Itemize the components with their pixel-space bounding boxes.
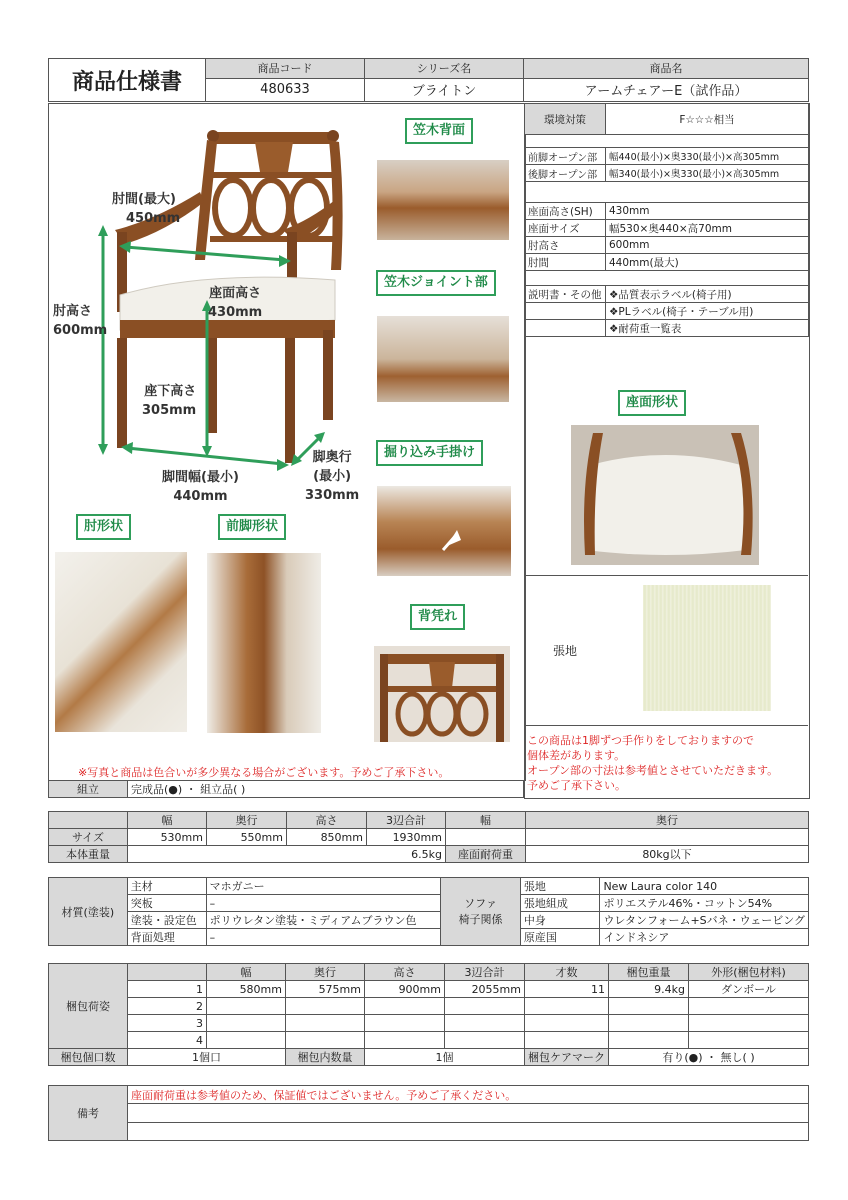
code-label: 商品コード (206, 59, 365, 79)
sofa-row-label: 原産国 (520, 929, 600, 946)
pack-cell (286, 1015, 365, 1032)
assembly-table (48, 780, 524, 798)
pack-cell (525, 1032, 609, 1049)
pack-cell (445, 998, 525, 1015)
sofa-row-label: 張地組成 (520, 895, 600, 912)
arm-height-label: 肘高さ (53, 304, 93, 319)
spec-table (524, 103, 809, 337)
pack-cell (609, 998, 689, 1015)
pack-cell (609, 1015, 689, 1032)
note-line: 個体差があります。 (527, 749, 626, 762)
pack-header: 奥行 (286, 964, 365, 981)
arm-h-label: 肘高さ (525, 237, 606, 254)
seat-size-value: 幅530×奥440×高70mm (606, 220, 809, 237)
weight-label: 本体重量 (49, 846, 128, 863)
spacer-row (525, 135, 809, 148)
empty-cell (446, 829, 526, 846)
photo-seat-shape (571, 425, 759, 565)
pack-cell (609, 1032, 689, 1049)
pack-cell (445, 1032, 525, 1049)
table-row (49, 981, 809, 998)
fabric-swatch (643, 585, 771, 711)
sofa-row-label: 中身 (520, 912, 600, 929)
pack-header: 梱包重量 (609, 964, 689, 981)
series-label: シリーズ名 (365, 59, 524, 79)
mat-row-value: マホガニー (206, 878, 441, 895)
mat-row-label: 背面処理 (127, 929, 206, 946)
pack-header: 3辺合計 (445, 964, 525, 981)
pack-row-no: 1 (128, 981, 207, 998)
arm-w-label: 肘間 (525, 254, 606, 271)
divider (524, 575, 808, 576)
remarks-text: 座面耐荷重は参考値のため、保証値ではございません。予めご了承ください。 (128, 1086, 809, 1104)
mat-row-value: – (206, 929, 441, 946)
label-handle: 掘り込み手掛け (376, 440, 483, 466)
size-depth: 550mm (207, 829, 287, 846)
size-table (48, 811, 809, 863)
label-back-top: 笠木背面 (405, 118, 473, 144)
pack-cell (207, 998, 286, 1015)
pack-cell: 2055mm (445, 981, 525, 998)
name-value: アームチェアーE（試作品） (524, 78, 809, 101)
care-label: 梱包ケアマーク (525, 1049, 609, 1066)
leg-width-label: 脚間幅(最小) (162, 470, 239, 485)
manual-label: 説明書・その他 (525, 286, 606, 303)
seat-height-value: 430mm (208, 305, 263, 320)
size-height: 850mm (287, 829, 367, 846)
label-backrest: 背凭れ (410, 604, 465, 630)
leg-depth-label2: (最小) (313, 469, 352, 484)
sh-value: 430mm (606, 203, 809, 220)
arrow-icon (377, 486, 511, 576)
empty-cell (49, 812, 128, 829)
packing-table (48, 963, 809, 1066)
under-seat-caption (142, 382, 196, 420)
pack-header: 才数 (525, 964, 609, 981)
weight-value: 6.5kg (128, 846, 446, 863)
mat-row-value: ポリウレタン塗装・ミディアムブラウン色 (206, 912, 441, 929)
sofa-row-value: New Laura color 140 (600, 878, 809, 895)
arm-width-label: 肘間(最大) (112, 192, 176, 207)
arm-w-value: 440mm(最大) (606, 254, 809, 271)
manual-item-2: ❖PLラベル(椅子・テーブル用) (606, 303, 809, 320)
pack-cell: 580mm (207, 981, 286, 998)
care-value: 有り(●) ・ 無し( ) (609, 1049, 809, 1066)
label-seat-shape: 座面形状 (618, 390, 686, 416)
pack-cell (689, 998, 809, 1015)
table-row (49, 1015, 809, 1032)
seat-height-label: 座面高さ (209, 286, 262, 301)
manual-item-1: ❖品質表示ラベル(椅子用) (606, 286, 809, 303)
backrest-drawing (374, 646, 510, 742)
sofa-row-value: ポリエステル46%・コットン54% (600, 895, 809, 912)
size-header-depth: 奥行 (207, 812, 287, 829)
pack-cell (689, 1032, 809, 1049)
seat-drawing (571, 425, 759, 565)
series-value: ブライトン (365, 78, 524, 101)
remarks-empty (128, 1122, 809, 1140)
name-label: 商品名 (524, 59, 809, 79)
front-open-value: 幅440(最小)×奥330(最小)×高305mm (606, 148, 809, 165)
code-value: 480633 (206, 78, 365, 101)
size-total: 1930mm (367, 829, 446, 846)
pack-cell (525, 1015, 609, 1032)
photo-arm (55, 552, 187, 732)
count-value: 1個口 (128, 1049, 286, 1066)
pack-cell (207, 1032, 286, 1049)
pack-row-no: 4 (128, 1032, 207, 1049)
leg-depth-label: 脚奥行 (312, 450, 352, 465)
size-width: 530mm (128, 829, 207, 846)
pack-cell: 11 (525, 981, 609, 998)
arm-h-value: 600mm (606, 237, 809, 254)
pack-cell (207, 1015, 286, 1032)
mat-row-value: – (206, 895, 441, 912)
load-header-width: 幅 (446, 812, 526, 829)
env-label: 環境対策 (525, 104, 606, 135)
pack-cell: ダンボール (689, 981, 809, 998)
empty-cell (128, 964, 207, 981)
packing-label: 梱包荷姿 (49, 964, 128, 1049)
sofa-label-line2: 椅子関係 (458, 912, 503, 926)
arm-width-caption (112, 190, 180, 228)
spacer-row (525, 271, 809, 286)
pack-cell (365, 1032, 445, 1049)
mat-row-label: 塗装・設定色 (127, 912, 206, 929)
pack-header: 外形(梱包材料) (689, 964, 809, 981)
sofa-label-line1: ソファ (464, 896, 497, 910)
sofa-row-label: 張地 (520, 878, 600, 895)
load-value: 80kg以下 (526, 846, 809, 863)
leg-width-caption (162, 468, 239, 506)
fabric-label: 張地 (553, 644, 578, 658)
pack-header: 高さ (365, 964, 445, 981)
empty-cell (526, 829, 809, 846)
remarks-empty (128, 1104, 809, 1122)
pack-row-no: 2 (128, 998, 207, 1015)
remarks-table (48, 1085, 809, 1141)
size-header-height: 高さ (287, 812, 367, 829)
material-label: 材質(塗装) (49, 878, 128, 946)
label-arm: 肘形状 (76, 514, 131, 540)
mat-row-label: 主材 (127, 878, 206, 895)
photo-note: ※写真と商品は色合いが多少異なる場合がございます。予めご了承下さい。 (78, 766, 450, 779)
arm-width-value: 450mm (126, 211, 181, 226)
photo-front-leg (207, 553, 321, 733)
divider (524, 725, 808, 726)
label-front-leg: 前脚形状 (218, 514, 286, 540)
inner-label: 梱包内数量 (286, 1049, 365, 1066)
under-seat-value: 305mm (142, 403, 197, 418)
pack-row-no: 3 (128, 1015, 207, 1032)
load-header-depth: 奥行 (526, 812, 809, 829)
empty-cell (525, 320, 606, 337)
arm-height-value: 600mm (53, 323, 108, 338)
mat-row-label: 突板 (127, 895, 206, 912)
inner-value: 1個 (365, 1049, 525, 1066)
pack-cell (365, 1015, 445, 1032)
pack-header: 幅 (207, 964, 286, 981)
photo-handle (377, 486, 511, 576)
sofa-row-value: ウレタンフォーム+Sバネ・ウェービング (600, 912, 809, 929)
photo-joint (377, 316, 509, 402)
material-table (48, 877, 809, 946)
pack-cell (689, 1015, 809, 1032)
assembly-label: 組立 (49, 781, 128, 798)
arm-height-caption (53, 302, 107, 340)
spacer-row (525, 182, 809, 203)
note-line: この商品は1脚ずつ手作りをしておりますので (527, 734, 754, 747)
pack-cell (286, 1032, 365, 1049)
size-label: サイズ (49, 829, 128, 846)
under-seat-label: 座下高さ (144, 384, 197, 399)
seat-height-caption (208, 284, 262, 322)
pack-cell: 575mm (286, 981, 365, 998)
manual-item-3: ❖耐荷重一覧表 (606, 320, 809, 337)
sofa-row-value: インドネシア (600, 929, 809, 946)
note-line: 予めご了承下さい。 (527, 779, 626, 792)
pack-cell: 900mm (365, 981, 445, 998)
sofa-label (441, 878, 521, 946)
back-open-label: 後脚オープン部 (525, 165, 606, 182)
pack-cell: 9.4kg (609, 981, 689, 998)
sh-label: 座面高さ(SH) (525, 203, 606, 220)
front-open-label: 前脚オープン部 (525, 148, 606, 165)
table-row (49, 998, 809, 1015)
env-value: F☆☆☆相当 (606, 104, 809, 135)
back-open-value: 幅340(最小)×奥330(最小)×高305mm (606, 165, 809, 182)
pack-cell (286, 998, 365, 1015)
assembly-value: 完成品(●) ・ 組立品( ) (128, 781, 524, 798)
label-joint: 笠木ジョイント部 (376, 270, 496, 296)
size-header-width: 幅 (128, 812, 207, 829)
count-label: 梱包個口数 (49, 1049, 128, 1066)
photo-back-top (377, 160, 509, 240)
leg-width-value: 440mm (173, 489, 228, 504)
seat-size-label: 座面サイズ (525, 220, 606, 237)
pack-cell (445, 1015, 525, 1032)
load-label: 座面耐荷重 (446, 846, 526, 863)
note-line: オープン部の寸法は参考値とさせていただきます。 (527, 764, 779, 777)
doc-title: 商品仕様書 (49, 59, 206, 102)
empty-cell (525, 303, 606, 320)
remarks-label: 備考 (49, 1086, 128, 1141)
leg-depth-caption (305, 448, 359, 505)
photo-backrest (374, 646, 510, 742)
size-header-total: 3辺合計 (367, 812, 446, 829)
handmade-note (527, 733, 778, 793)
leg-depth-value: 330mm (305, 488, 360, 503)
header-table (48, 58, 809, 102)
pack-cell (365, 998, 445, 1015)
table-row (49, 1032, 809, 1049)
pack-cell (525, 998, 609, 1015)
